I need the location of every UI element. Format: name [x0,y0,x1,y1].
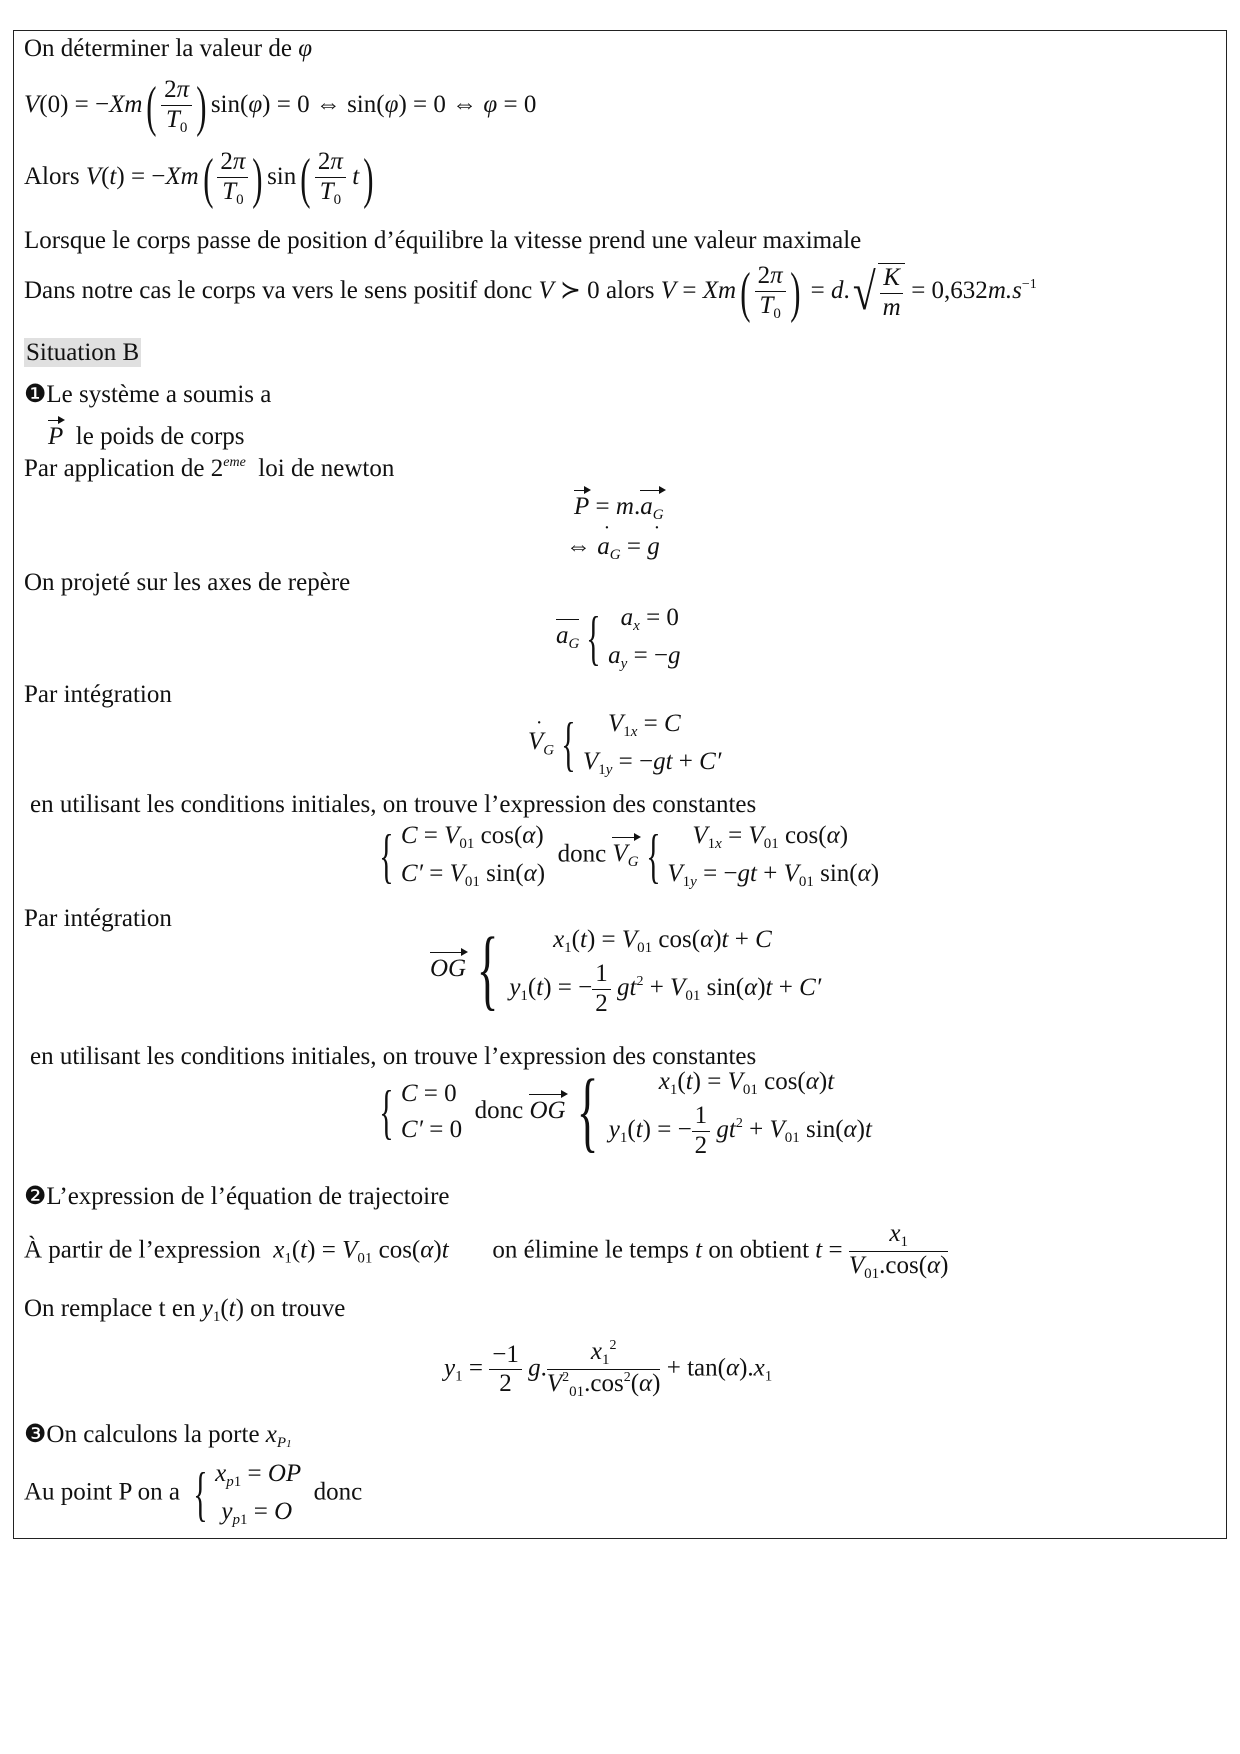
unit-text: m.s [987,277,1022,305]
vmax-equation: Dans notre cas le corps va vers le sens positif donc V ≻ 0 alors V = Xm( $\frac{2\pi}{T_0}$ ) = d.√ $\frac{K}{m}$ = $0,632m.s^{-1}$ [24,261,1037,324]
elimine-text: on élimine le temps [492,1236,689,1264]
vt-equation: Alors V(t) = −Xm( $\frac{2\pi}{T_0}$ ) sin( $\frac{2\pi}{T_0}$ t) [24,147,374,210]
porte-text: ❸On calculons la porte [24,1421,260,1448]
situation-b-heading [24,340,141,365]
alors-text: Alors [24,163,80,191]
time-elimination-line: À partir de l’expression $x_1(t) = V_{01}$ cos(α)t on élimine le temps t on obtient t = $\frac{x_1}{V_{01}.\cos(\alpha)}$ [24,1220,949,1283]
trajectoire-heading: ❷L’expression de l’équation de trajectoire [24,1183,450,1210]
newton-equation-1: $P = m.a_G$ [574,493,664,523]
two-value: 2 [210,455,224,482]
partir-text: À partir de l’expression [24,1236,261,1264]
v0-equation: V(0) = −Xm( $\frac{2\pi}{T_0}$ ) sin(φ) = 0 ⇔ sin(φ) = 0 ⇔ φ = 0 [24,75,537,138]
donc-end-text: donc [313,1478,363,1506]
point-p-text: Au point P on a [24,1478,181,1506]
unit-exponent: −1 [1021,277,1037,293]
constants-system-2: { C = 0 C′ = 0 donc OG { $x_1(t) = V_{01}$ cos(α)t $y_1(t)$ = − $\frac{1}{2}$ $gt^2 + V_{01}$ sin(α)t [379,1062,872,1162]
newton-text-a: Par application de [24,455,205,482]
trajectory-equation: $y_1$ = $\frac{-1}{2}$ g. $\frac{x_1^2}{V^2_{01}.\cos^2(\alpha)}$ + $\tan(\alpha).x_1$ [444,1338,773,1401]
situation-b-text: Situation B [26,339,140,366]
velocity-system: $V \cdot_G$ { $V_{1x} = C$ $V_{1y} = -gt + C'$ [528,706,721,782]
newton-line [24,456,394,481]
porte-line: ❸On calculons la porte $x_{P1}$ [24,1421,292,1451]
integration-line-2: Par intégration [24,905,172,932]
newton-text-b: loi de newton [258,455,395,482]
projete-line: On projeté sur les axes de repère [24,569,351,596]
conditions-line-2: en utilisant les conditions initiales, on trouve l’expression des constantes [30,1043,757,1070]
obtient-text: on obtient [708,1236,810,1264]
vmax-value: = 0,632 [911,277,988,305]
eme-superscript: eme [223,455,246,470]
position-system: OG { $x_1(t) = V_{01}$ cos(α)t + C $y_1(t)$ = − $\frac{1}{2}$ $gt^2 + V_{01}$ sin(α)t + C′ [430,920,822,1020]
phi-intro-text: On déterminer la valeur de [24,35,292,62]
vmax-line: Lorsque le corps passe de position d’équilibre la vitesse prend une valeur maximale [24,227,862,254]
alors2-text: alors [605,277,655,305]
poids-text: le poids de corps [75,423,245,450]
poids-line: P le poids de corps [48,423,245,450]
newton-equation-2: ⇔ $a \cdot_G = g$ · [566,534,660,563]
constants-system-1: { $C = V_{01}$ cos(α) $C' = V_{01}$ sin(α) donc $V_G$ { $V_{1x} = V_{01}$ cos(α) $V_{1y} = -gt + V_{01}$ sin(α) [379,822,880,890]
soumis-line: ❶Le système a soumis a [24,381,272,408]
point-p-line: Au point P on a { $x_{p1}$ = OP $y_{p1} = O$ donc [24,1460,363,1528]
acceleration-system: $a_G$ { $a_x = 0$ $a_y = -g$ [556,604,681,672]
cas-text: Dans notre cas le corps va vers le sens positif donc [24,277,533,305]
remplace-text-a: On remplace t en [24,1295,196,1322]
conditions-line-1: en utilisant les conditions initiales, on trouve l’expression des constantes [30,791,757,818]
donc-text-1: donc [557,840,607,868]
donc-text-2: donc [474,1096,524,1124]
remplace-line: On remplace t en $y_1(t)$ on trouve [24,1295,346,1325]
integration-line-1: Par intégration [24,681,172,708]
remplace-text-b: on trouve [250,1295,346,1322]
phi-intro-line: On déterminer la valeur de φ [24,35,313,62]
